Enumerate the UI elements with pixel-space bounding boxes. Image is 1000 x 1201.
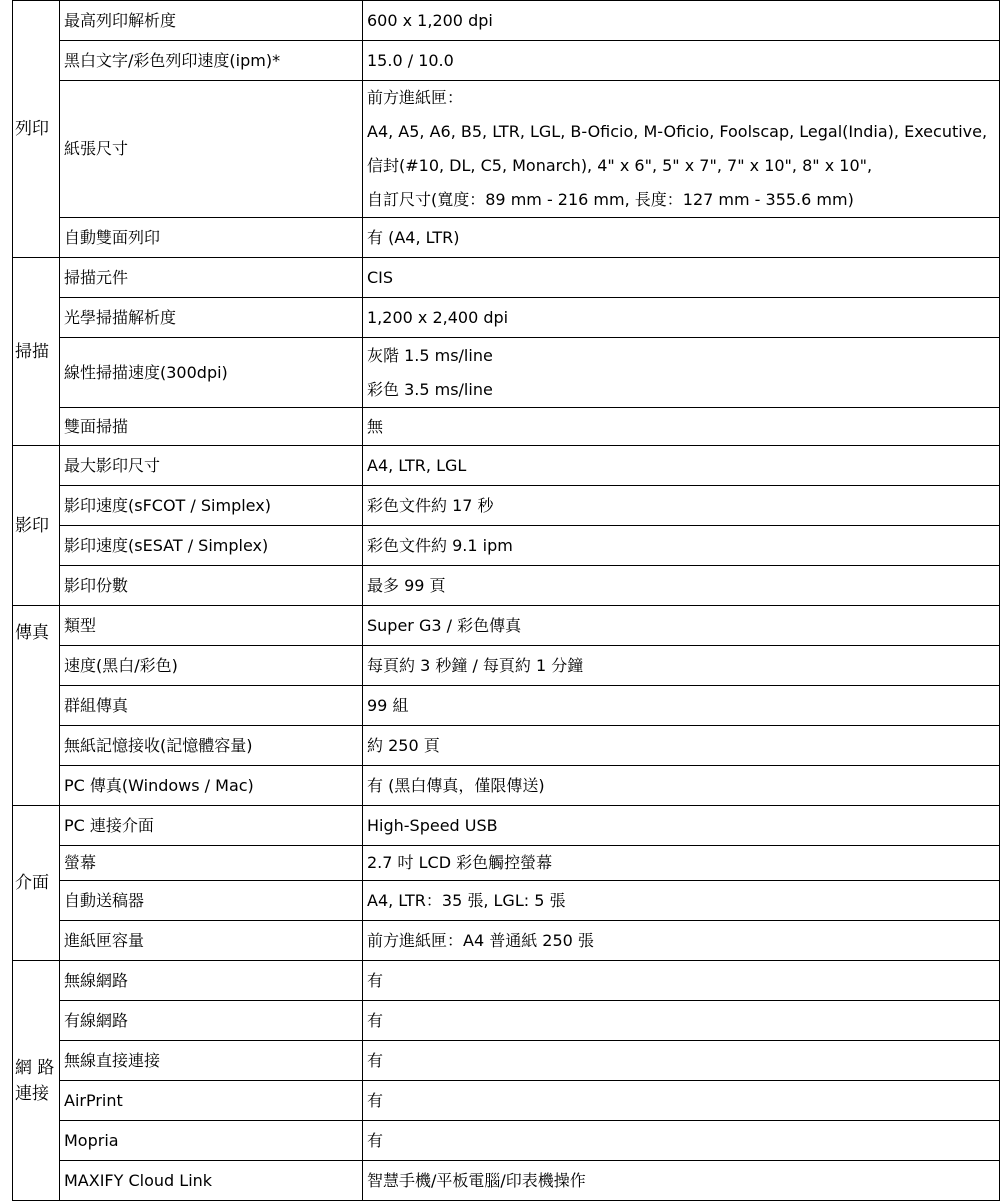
spec-value: [363, 1041, 1000, 1081]
spec-item-label: 螢幕: [60, 846, 363, 881]
print-row: [13, 1, 1000, 41]
spec-item-label: MAXIFY Cloud Link: [60, 1161, 363, 1201]
spec-value-line: 信封(#10, DL, C5, Monarch), 4" x 6", 5" x 7", 7" x 10", 8" x 10",: [367, 156, 873, 175]
spec-value-line: 有: [367, 970, 384, 990]
spec-value-line: 最多 99 頁: [367, 575, 446, 595]
spec-value: [363, 338, 1000, 408]
spec-item-label: 無線直接連接: [60, 1041, 363, 1081]
spec-value: [363, 258, 1000, 298]
print-row: [13, 218, 1000, 258]
spec-item-label: PC 傳真(Windows / Mac): [60, 766, 363, 806]
scan-row: [13, 408, 1000, 446]
spec-value: [363, 606, 1000, 646]
scan-row: [13, 338, 1000, 408]
spec-value: [363, 686, 1000, 726]
spec-value-line: 有: [367, 1130, 384, 1150]
spec-table-body: [13, 1, 1000, 1201]
spec-value-line: 15.0 / 10.0: [367, 50, 454, 70]
category-label: 影印: [15, 515, 49, 536]
spec-value-line: 彩色文件約 9.1 ipm: [367, 535, 513, 555]
spec-value-line: CIS: [367, 267, 394, 287]
spec-value: [363, 298, 1000, 338]
scan-category: [13, 258, 60, 446]
spec-value: [363, 1121, 1000, 1161]
spec-value: [363, 81, 1000, 218]
spec-item-label: 紙張尺寸: [60, 81, 363, 218]
spec-value: [363, 1001, 1000, 1041]
spec-value-line: 1,200 x 2,400 dpi: [367, 307, 509, 327]
copy-category: [13, 446, 60, 606]
spec-value: [363, 218, 1000, 258]
spec-value: [363, 1, 1000, 41]
interface-row: [13, 921, 1000, 961]
spec-value-line: 無: [367, 416, 384, 436]
network-row: [13, 1001, 1000, 1041]
spec-item-label: 進紙匣容量: [60, 921, 363, 961]
spec-value: [363, 846, 1000, 881]
category-label-line2: 連接: [15, 1083, 49, 1104]
spec-item-label: 線性掃描速度(300dpi): [60, 338, 363, 408]
spec-value-line: 灰階 1.5 ms/line: [367, 345, 493, 365]
category-label: 列印: [15, 119, 49, 139]
copy-row: [13, 526, 1000, 566]
spec-value-line: 有 (A4, LTR): [367, 227, 460, 247]
spec-value-line: 每頁約 3 秒鐘 / 每頁約 1 分鐘: [367, 655, 584, 675]
spec-value: [363, 41, 1000, 81]
spec-value-line: 有 (黑白傳真，僅限傳送): [367, 775, 545, 795]
spec-value: [363, 646, 1000, 686]
spec-item-label: 速度(黑白/彩色): [60, 646, 363, 686]
fax-row: [13, 766, 1000, 806]
spec-value: [363, 961, 1000, 1001]
spec-value-line: 有: [367, 1090, 384, 1110]
spec-value-line: 約 250 頁: [367, 735, 440, 755]
category-label: 掃描: [15, 341, 49, 362]
spec-value: [363, 766, 1000, 806]
network-row: [13, 1161, 1000, 1201]
category-label: 傳真: [15, 623, 49, 643]
spec-item-label: 無線網路: [60, 961, 363, 1001]
spec-value-line: 600 x 1,200 dpi: [367, 10, 493, 30]
spec-value: [363, 566, 1000, 606]
network-row: [13, 961, 1000, 1001]
spec-item-label: 光學掃描解析度: [60, 298, 363, 338]
spec-value-line: Super G3 / 彩色傳真: [367, 615, 522, 635]
spec-value-line: 彩色文件約 17 秒: [367, 495, 494, 515]
category-label: 介面: [15, 873, 49, 893]
spec-value-line: 前方進紙匣：A4 普通紙 250 張: [367, 930, 594, 950]
spec-value-line: High-Speed USB: [367, 815, 498, 835]
spec-value-line: A4, LTR, LGL: [367, 455, 467, 475]
interface-row: [13, 881, 1000, 921]
spec-value-line: A4, A5, A6, B5, LTR, LGL, B-Oficio, M-Oficio, Foolscap, Legal(India), Executive,: [367, 122, 988, 141]
fax-row: [13, 606, 1000, 646]
spec-item-label: 最高列印解析度: [60, 1, 363, 41]
spec-value: [363, 806, 1000, 846]
spec-table: [12, 0, 1000, 1201]
scan-row: [13, 298, 1000, 338]
spec-value-line: A4, LTR：35 張, LGL: 5 張: [367, 890, 566, 910]
spec-value: [363, 446, 1000, 486]
spec-value-line: 前方進紙匣：: [367, 88, 464, 107]
interface-category: [13, 806, 60, 961]
spec-value-line: 有: [367, 1050, 384, 1070]
scan-row: [13, 258, 1000, 298]
spec-item-label: 影印份數: [60, 566, 363, 606]
copy-row: [13, 486, 1000, 526]
print-category: [13, 1, 60, 258]
spec-item-label: 黑白文字/彩色列印速度(ipm)*: [60, 41, 363, 81]
spec-item-label: PC 連接介面: [60, 806, 363, 846]
spec-value: [363, 921, 1000, 961]
spec-item-label: 掃描元件: [60, 258, 363, 298]
spec-value: [363, 526, 1000, 566]
spec-item-label: 影印速度(sFCOT / Simplex): [60, 486, 363, 526]
print-row: [13, 41, 1000, 81]
spec-value: [363, 881, 1000, 921]
fax-row: [13, 726, 1000, 766]
fax-row: [13, 686, 1000, 726]
spec-value-line: 有: [367, 1010, 384, 1030]
print-row: [13, 81, 1000, 218]
category-label-line1: 網 路: [15, 1057, 55, 1078]
network-category: [13, 961, 60, 1201]
copy-row: [13, 446, 1000, 486]
spec-item-label: AirPrint: [60, 1081, 363, 1121]
fax-category: [13, 606, 60, 806]
spec-item-label: 影印速度(sESAT / Simplex): [60, 526, 363, 566]
spec-item-label: 自動送稿器: [60, 881, 363, 921]
network-row: [13, 1121, 1000, 1161]
spec-item-label: 最大影印尺寸: [60, 446, 363, 486]
spec-item-label: 自動雙面列印: [60, 218, 363, 258]
network-row: [13, 1041, 1000, 1081]
spec-value: [363, 408, 1000, 446]
spec-value-line: 自訂尺寸(寬度：89 mm - 216 mm, 長度：127 mm - 355.6 mm): [367, 190, 854, 209]
interface-row: [13, 846, 1000, 881]
spec-item-label: 無紙記憶接收(記憶體容量): [60, 726, 363, 766]
spec-value-line: 彩色 3.5 ms/line: [367, 379, 493, 399]
spec-value: [363, 1081, 1000, 1121]
copy-row: [13, 566, 1000, 606]
spec-item-label: 群組傳真: [60, 686, 363, 726]
fax-row: [13, 646, 1000, 686]
network-row: [13, 1081, 1000, 1121]
spec-value-line: 99 組: [367, 695, 409, 715]
interface-row: [13, 806, 1000, 846]
spec-item-label: 類型: [60, 606, 363, 646]
spec-item-label: 有線網路: [60, 1001, 363, 1041]
spec-value: [363, 1161, 1000, 1201]
spec-value-line: 2.7 吋 LCD 彩色觸控螢幕: [367, 853, 553, 872]
spec-value-line: 智慧手機/平板電腦/印表機操作: [367, 1170, 586, 1190]
spec-value: [363, 486, 1000, 526]
spec-value: [363, 726, 1000, 766]
spec-item-label: 雙面掃描: [60, 408, 363, 446]
spec-item-label: Mopria: [60, 1121, 363, 1161]
